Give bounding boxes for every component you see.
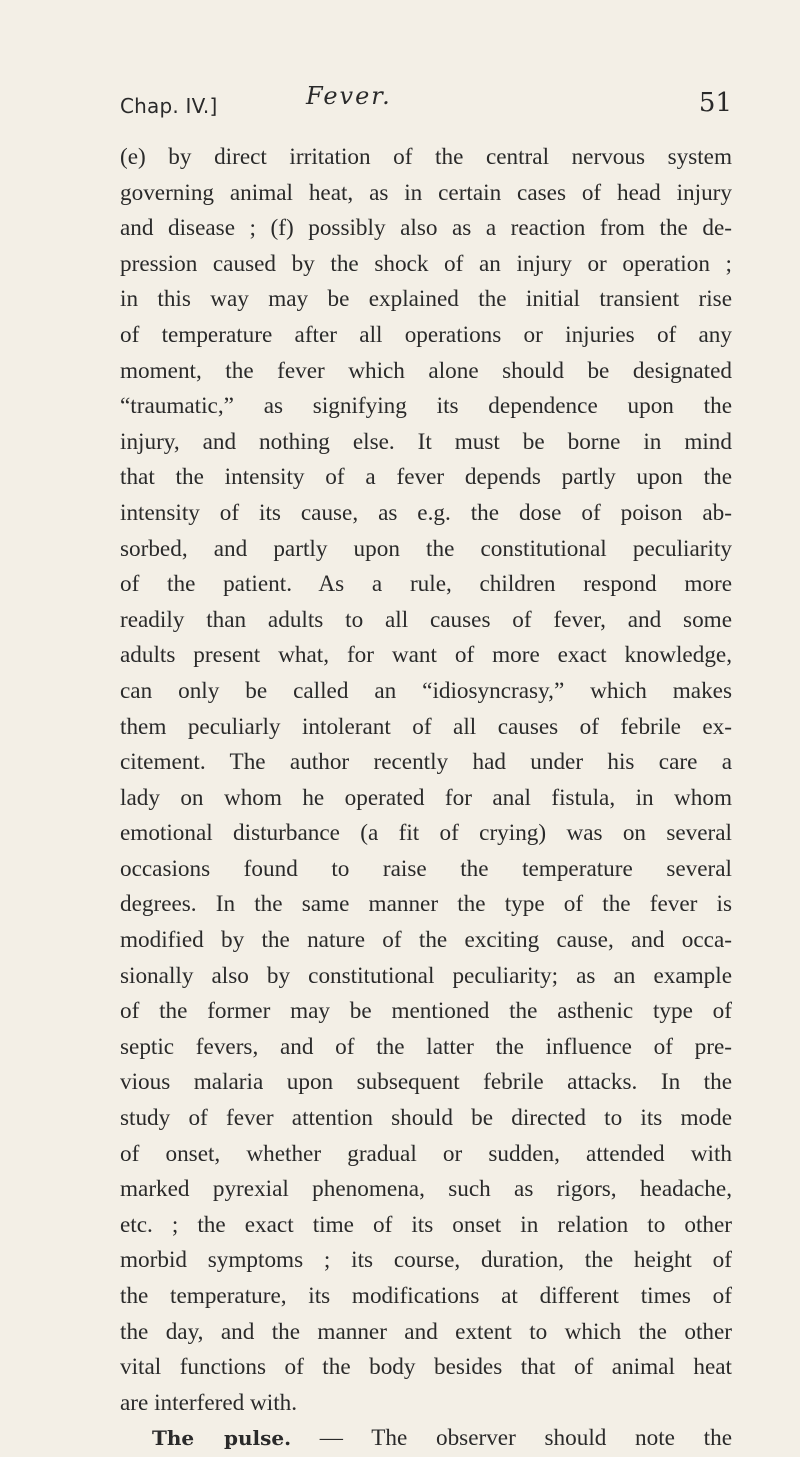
text-line: can only be called an “idiosyncrasy,” which makes [120,677,732,704]
text-line: lady on whom he operated for anal fistula, in whom [120,784,732,811]
text-line: septic fevers, and of the latter the influence of pre- [120,1033,732,1060]
running-title: Fever. [306,82,392,110]
text-line: and disease ; (f) possibly also as a reaction from the de- [120,215,732,242]
text-line: occasions found to raise the temperature several [120,855,732,882]
body-text [120,140,732,1457]
text-line: governing animal heat, as in certain cases of head injury [120,179,732,206]
text-line: moment, the fever which alone should be designated [120,357,732,384]
text-line: readily than adults to all causes of fever, and some [120,606,732,633]
text-line: the day, and the manner and extent to which the other [120,1318,732,1345]
section-heading-line [120,1421,732,1457]
running-head [120,82,732,122]
section-heading: The pulse. [152,1426,292,1451]
page-number: 51 [698,88,732,118]
text-line: of the former may be mentioned the asthenic type of [120,998,732,1025]
section-heading-text: — The observer should note the [291,1425,732,1452]
text-line: modified by the nature of the exciting cause, and occa- [120,927,732,954]
text-line: sorbed, and partly upon the constitutional peculiarity [120,535,732,562]
text-line: in this way may be explained the initial transient rise [120,286,732,313]
text-line: morbid symptoms ; its course, duration, the height of [120,1247,732,1274]
text-line: study of fever attention should be directed to its mode [120,1105,732,1132]
text-line: adults present what, for want of more exact knowledge, [120,642,732,669]
text-line: (e) by direct irritation of the central nervous system [120,144,732,170]
text-line: intensity of its cause, as e.g. the dose of poison ab- [120,499,732,526]
text-line: “traumatic,” as signifying its dependence upon the [120,393,732,420]
text-line: injury, and nothing else. It must be borne in mind [120,428,732,455]
text-line: emotional disturbance (a fit of crying) was on several [120,820,732,847]
text-line: the temperature, its modifications at different times of [120,1283,732,1309]
text-line: degrees. In the same manner the type of the fever is [120,891,732,918]
text-line: of onset, whether gradual or sudden, attended with [120,1140,732,1167]
text-line: of the patient. As a rule, children respond more [120,571,732,598]
text-line: marked pyrexial phenomena, such as rigors, headache, [120,1176,732,1203]
text-line: citement. The author recently had under his care a [120,749,732,776]
text-line: are interfered with. [120,1389,298,1416]
text-line: etc. ; the exact time of its onset in relation to other [120,1211,732,1238]
text-line: that the intensity of a fever depends partly upon the [120,464,732,491]
text-line: them peculiarly intolerant of all causes of febrile ex- [120,713,732,740]
chapter-label: Chap. IV.] [120,94,218,118]
text-line: of temperature after all operations or injuries of any [120,321,732,348]
text-line: vital functions of the body besides that of animal heat [120,1354,732,1381]
text-line: vious malaria upon subsequent febrile attacks. In the [120,1069,732,1096]
text-line: pression caused by the shock of an injury or operation ; [120,250,732,277]
text-line: sionally also by constitutional peculiarity; as an example [120,962,732,989]
